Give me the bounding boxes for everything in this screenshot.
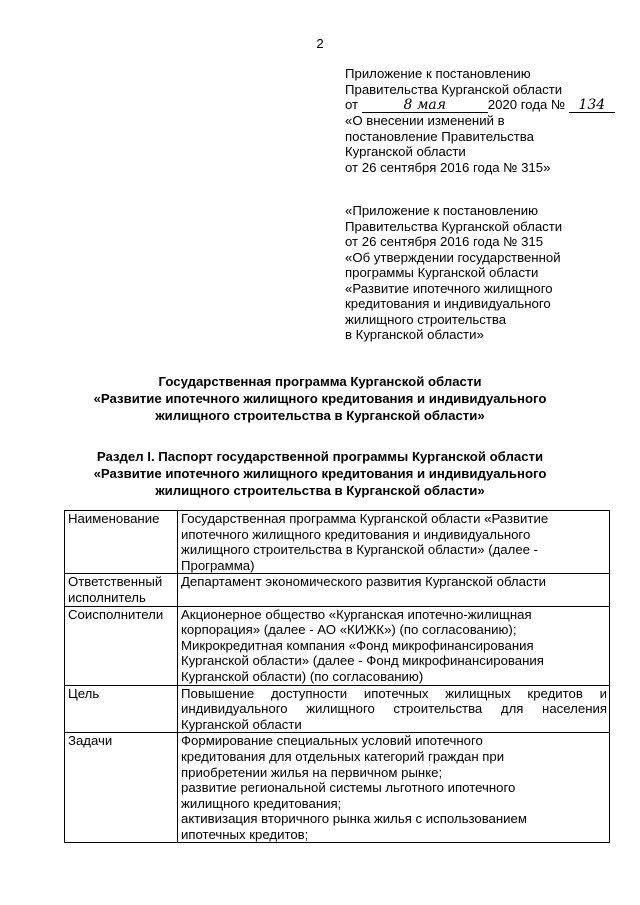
table-row — [65, 685, 610, 733]
row-value-line: приобретении жилья на первичном рынке; — [181, 764, 443, 780]
row-value — [178, 733, 610, 843]
row-value-line: Курганской области» (далее - Фонд микрофинансирования — [181, 653, 544, 669]
appendix-line: от 26 сентября 2016 года № 315» — [345, 159, 551, 175]
row-value-line: Повышение доступности ипотечных жилищных кредитов и — [181, 685, 607, 701]
row-value-line: развитие региональной системы льготного ипотечного — [181, 780, 516, 796]
appendix-line: от 26 сентября 2016 года № 315 — [345, 234, 544, 249]
appendix-line: Курганской области — [345, 144, 466, 159]
row-value-line: корпорация» (далее - АО «КИЖК») (по согласованию); — [181, 622, 517, 638]
appendix-header-original — [345, 203, 562, 343]
row-value-line: Курганской области) (по согласованию) — [181, 668, 424, 684]
row-value-line: Формирование специальных условий ипотечного — [181, 733, 483, 749]
row-label: Ответственный исполнитель — [65, 574, 178, 606]
table-row — [65, 606, 610, 685]
appendix-line: Приложение к постановлению — [345, 66, 531, 81]
appendix-line: постановление Правительства — [345, 128, 534, 144]
appendix-line: «Развитие ипотечного жилищного — [345, 280, 553, 296]
row-value-line: Акционерное общество «Курганская ипотечно-жилищная — [181, 606, 532, 622]
row-value — [178, 606, 610, 685]
passport-table — [64, 510, 610, 843]
row-label: Наименование — [65, 511, 178, 574]
section-title-line: жилищного строительства в Курганской области» — [155, 483, 485, 498]
table-row — [65, 511, 610, 574]
row-label: Соисполнители — [65, 606, 178, 685]
section-title — [0, 448, 640, 499]
appendix-line: кредитования и индивидуального — [345, 296, 551, 311]
row-value — [178, 574, 610, 606]
program-title — [0, 373, 640, 424]
table-row — [65, 733, 610, 843]
table-row — [65, 574, 610, 606]
appendix-header-current — [345, 66, 615, 175]
appendix-line: программы Курганской области — [345, 265, 539, 280]
program-title-line: Государственная программа Курганской области — [158, 374, 482, 389]
row-value-line: жилищного строительства в Курганской области» (далее - — [181, 542, 539, 558]
row-label: Цель — [65, 685, 178, 733]
row-value-line: индивидуального жилищного строительства для населения — [181, 701, 607, 717]
appendix-line: «Об утверждении государственной — [345, 249, 561, 265]
appendix-line: Правительства Курганской области — [345, 81, 563, 97]
appendix-line: жилищного строительства — [345, 311, 507, 327]
appendix-line: «Приложение к постановлению — [345, 203, 538, 218]
row-value-line: Программа) — [181, 557, 255, 573]
section-title-line: Раздел I. Паспорт государственной программы Курганской области — [96, 449, 544, 464]
appendix-date-line — [345, 97, 615, 113]
row-value-line: Государственная программа Курганской области «Развитие — [181, 511, 549, 526]
appendix-line: в Курганской области» — [345, 327, 484, 342]
appendix-line: «О внесении изменений в — [345, 113, 505, 128]
row-value — [178, 685, 610, 733]
date-prefix: от — [345, 97, 359, 112]
program-title-line: «Развитие ипотечного жилищного кредитования и индивидуального — [93, 391, 547, 406]
row-value-line: активизация вторичного рынка жилья с использованием — [181, 811, 527, 827]
page-number: 2 — [316, 36, 324, 51]
handwritten-date: 8 мая — [362, 99, 488, 113]
row-value-line: жилищного кредитования; — [181, 795, 342, 811]
row-value-line: Департамент экономического развития Курганской области — [181, 574, 546, 590]
handwritten-number: 134 — [569, 99, 615, 113]
row-value-line: ипотечного жилищного кредитования и индивидуального — [181, 526, 531, 542]
appendix-line: Правительства Курганской области — [345, 218, 563, 234]
row-value-line: Микрокредитная компания «Фонд микрофинансирования — [181, 637, 534, 653]
row-value-line: ипотечных кредитов; — [181, 826, 309, 842]
row-value-line: Курганской области — [181, 716, 302, 732]
row-value — [178, 511, 610, 574]
row-value-line: кредитования для отдельных категорий граждан при — [181, 748, 505, 764]
section-title-line: «Развитие ипотечного жилищного кредитования и индивидуального — [93, 466, 547, 481]
year-text: 2020 года № — [487, 97, 566, 112]
row-label: Задачи — [65, 733, 178, 843]
program-title-line: жилищного строительства в Курганской области» — [155, 408, 485, 423]
